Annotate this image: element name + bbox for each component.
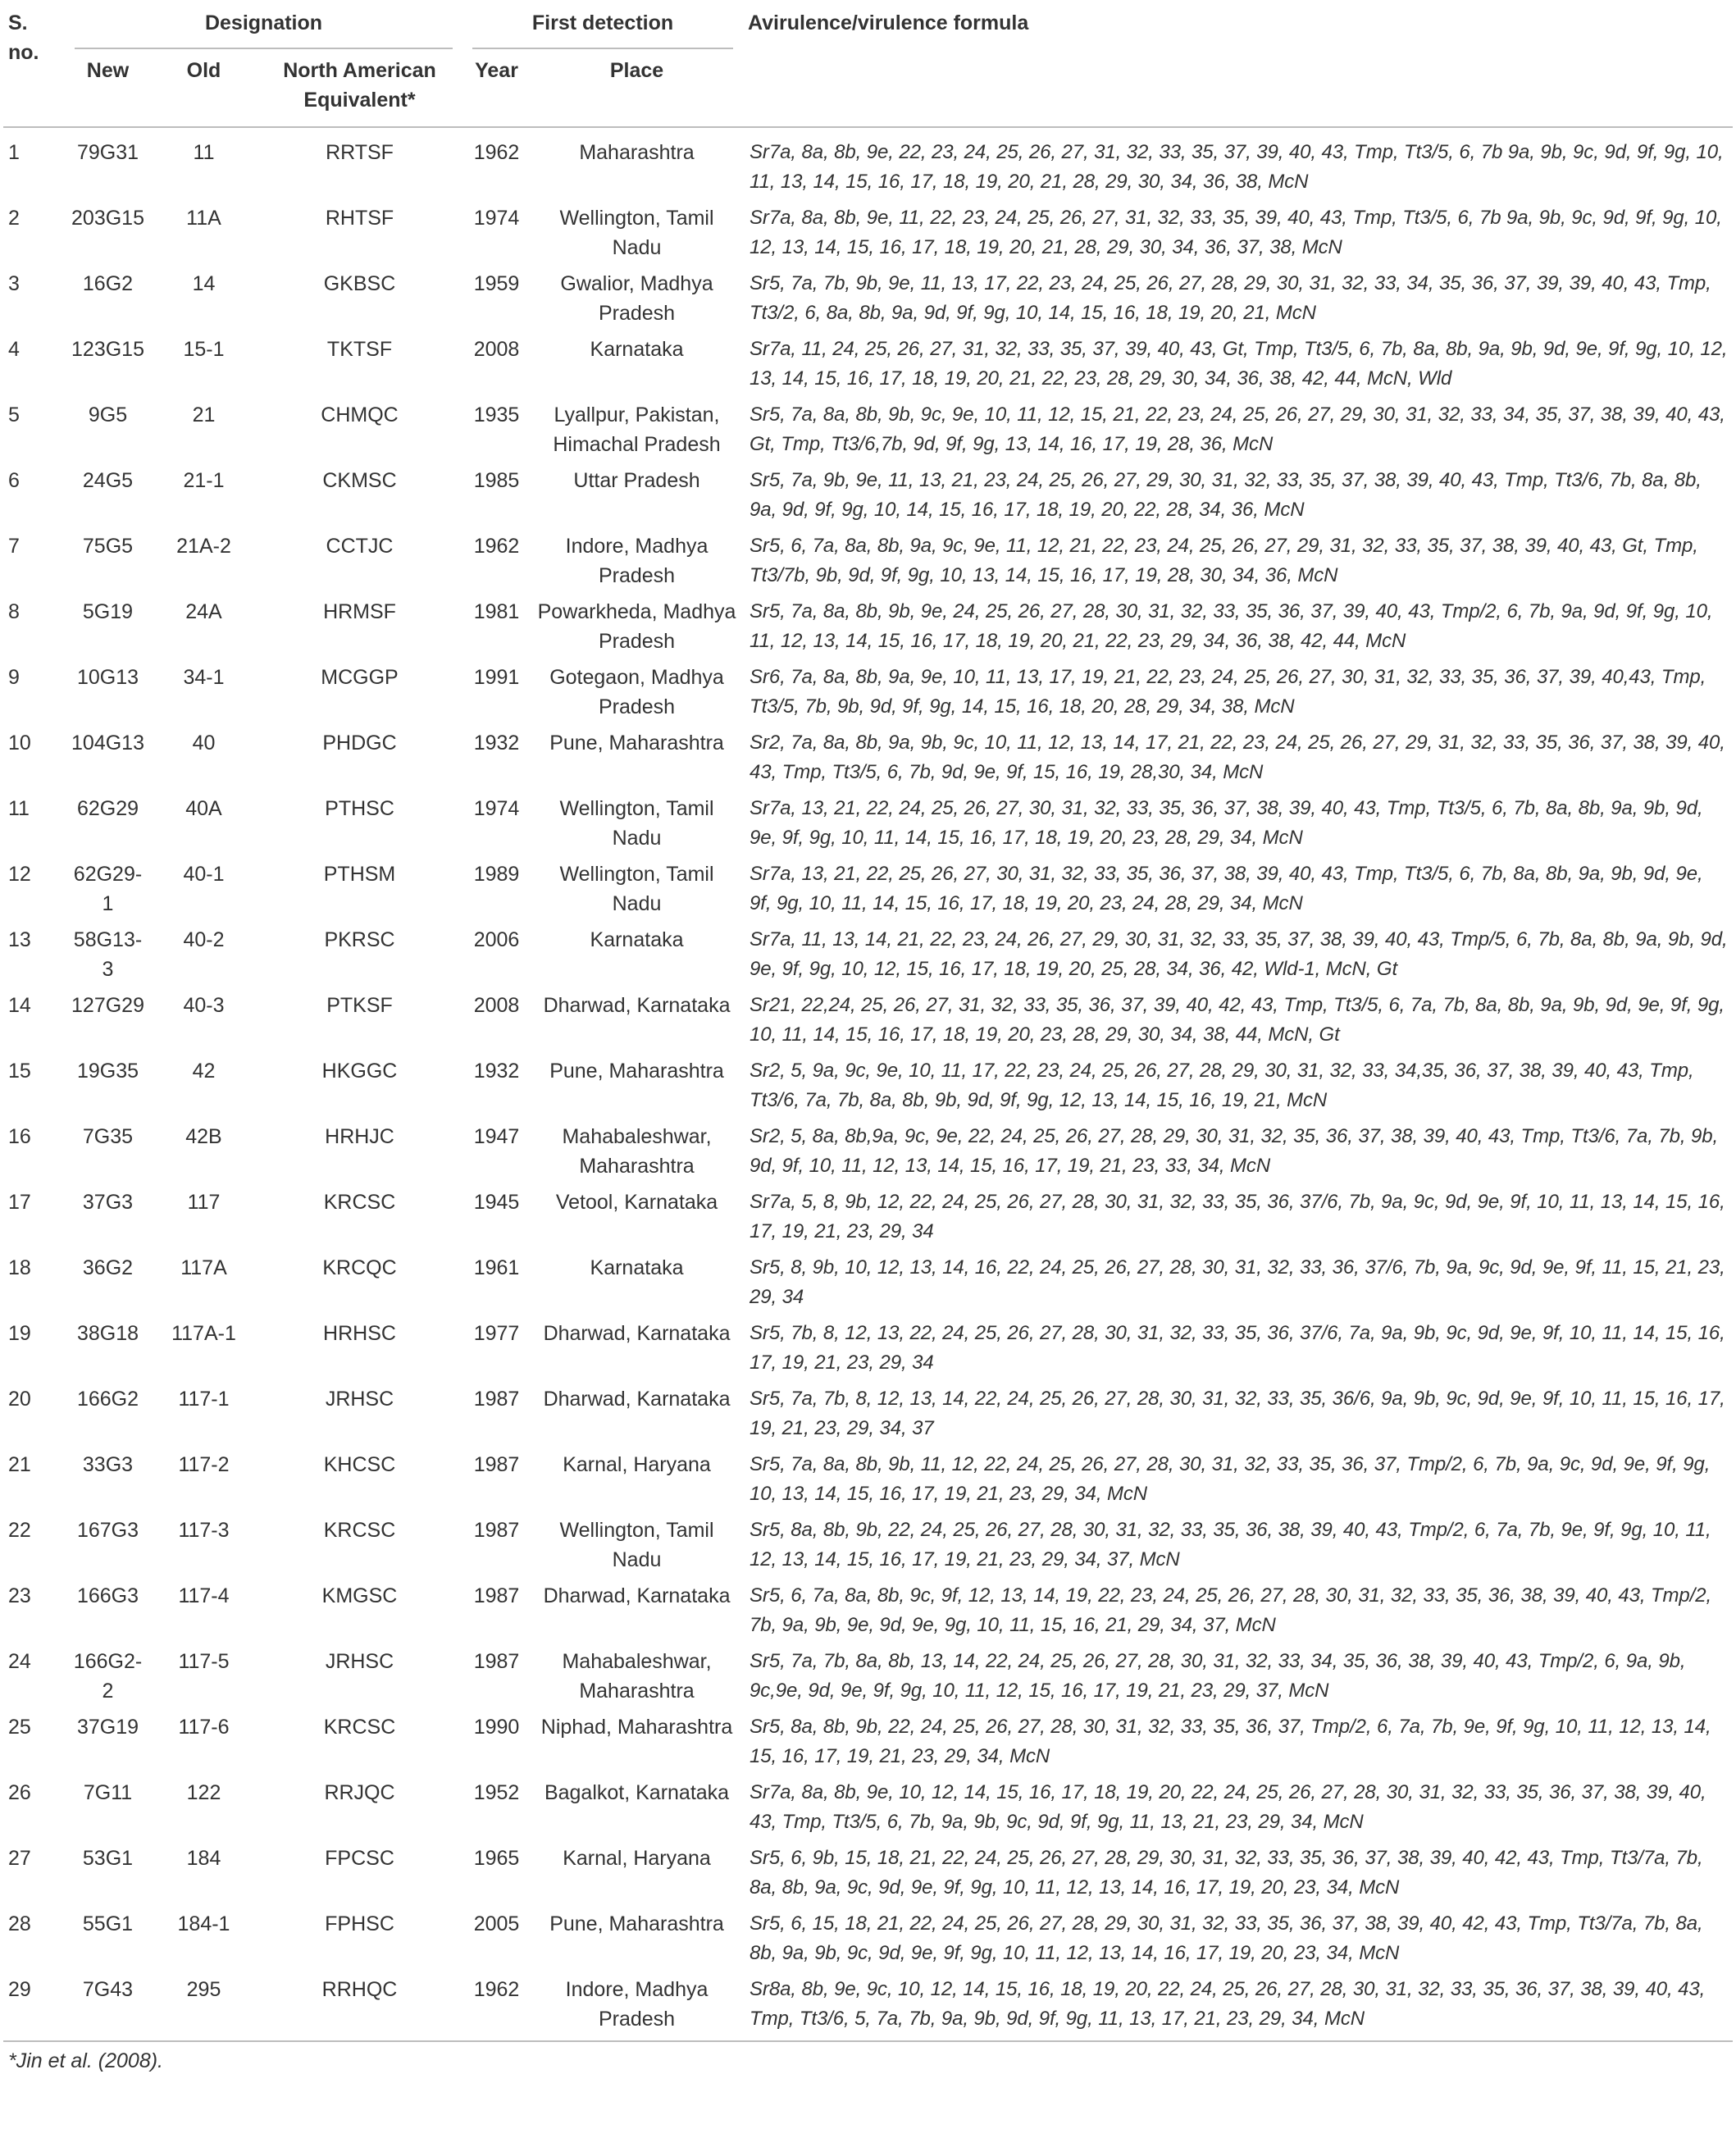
cell-old-designation: 117-4 [178, 1584, 230, 1607]
table-row [3, 1840, 1733, 1906]
cell-old-designation: 42B [185, 1125, 222, 1148]
cell-new-designation: 19G35 [76, 1060, 139, 1083]
cell-old-designation: 11 [193, 141, 215, 164]
cell-north-american-equivalent: RRJQC [324, 1781, 395, 1804]
cell-old-designation: 117-1 [178, 1388, 230, 1411]
cell-formula: Sr2, 5, 8a, 8b,9a, 9c, 9e, 22, 24, 25, 26, 27, 28, 29, 30, 31, 32, 35, 36, 37, 38, 39, 40, 43, Tmp, Tt3/6, 7a, 7b, 9b, 9d, 9f, 10, 11, 12, 13, 14, 15, 16, 17, 19, 21, 23, 33, 34, McN [750, 1125, 1719, 1177]
cell-year: 1935 [473, 403, 520, 426]
table-row [3, 1906, 1733, 1972]
cell-sno: 16 [8, 1125, 31, 1148]
cell-sno: 12 [8, 863, 31, 886]
cell-sno: 14 [8, 994, 31, 1017]
header-designation: Designation [75, 8, 453, 49]
cell-sno: 17 [8, 1191, 31, 1214]
cell-old-designation: 184 [186, 1847, 221, 1870]
cell-new-designation: 62G29-1 [73, 863, 143, 915]
table-row [3, 1119, 1733, 1184]
cell-place: Dharwad, Karnataka [543, 1584, 731, 1607]
cell-old-designation: 40 [192, 732, 216, 754]
header-row-groups [3, 0, 1733, 52]
header-designation-group [65, 0, 462, 52]
cell-year: 1974 [473, 797, 520, 820]
cell-formula: Sr5, 7a, 8a, 8b, 9b, 9c, 9e, 10, 11, 12, 15, 21, 22, 23, 24, 25, 26, 27, 29, 30, 31, 32, 33, 34, 35, 37, 38, 39, 40, 43, Gt, Tmp, Tt3/6,7b, 9d, 9f, 9g, 13, 14, 16, 17, 19, 28, 36, McN [750, 403, 1725, 455]
cell-north-american-equivalent: KRCSC [323, 1191, 396, 1214]
cell-new-designation: 9G5 [88, 403, 128, 426]
cell-sno: 23 [8, 1584, 31, 1607]
header-sno: S. no. [3, 0, 65, 127]
cell-formula: Sr5, 8, 9b, 10, 12, 13, 14, 16, 22, 24, 25, 26, 27, 28, 30, 31, 32, 33, 36, 37/6, 7b, 9a, 9c, 9d, 9e, 9f, 11, 15, 21, 23, 29, 34 [750, 1256, 1725, 1308]
cell-place: Mahabaleshwar, Maharashtra [562, 1650, 712, 1703]
cell-sno: 29 [3, 1972, 65, 2041]
cell-north-american-equivalent: MCGGP [321, 666, 399, 689]
cell-year: 1961 [473, 1256, 520, 1279]
cell-year: 1962 [462, 1972, 531, 2041]
cell-place: Indore, Madhya Pradesh [531, 1972, 743, 2041]
cell-sno: 25 [8, 1716, 31, 1739]
cell-place: Pune, Maharashtra [549, 732, 724, 754]
cell-year: 1945 [473, 1191, 520, 1214]
cell-old-designation: 21A-2 [176, 535, 231, 558]
cell-year: 1959 [473, 272, 520, 295]
cell-sno: 4 [8, 338, 20, 361]
cell-north-american-equivalent: JRHSC [325, 1650, 394, 1673]
cell-north-american-equivalent: RRTSF [326, 141, 394, 164]
cell-formula: Sr5, 8a, 8b, 9b, 22, 24, 25, 26, 27, 28, 30, 31, 32, 33, 35, 36, 37, Tmp/2, 6, 7a, 7b, 9e, 9f, 9g, 10, 11, 12, 13, 14, 15, 16, 17, 19, 21, 23, 29, 34, McN [750, 1716, 1711, 1767]
header-place: Place [531, 52, 743, 127]
cell-year: 2008 [473, 994, 520, 1017]
table-row [3, 1447, 1733, 1512]
cell-formula: Sr5, 7a, 7b, 8, 12, 13, 14, 22, 24, 25, 26, 27, 28, 30, 31, 32, 33, 35, 36/6, 9a, 9b, 9c, 9d, 9e, 9f, 10, 11, 15, 16, 17, 19, 21, 23, 29, 34, 37 [750, 1388, 1725, 1439]
table-row [3, 1709, 1733, 1775]
cell-sno: 6 [8, 469, 20, 492]
cell-place: Karnal, Haryana [563, 1453, 711, 1476]
cell-sno: 8 [8, 600, 20, 623]
cell-place: Mahabaleshwar, Maharashtra [562, 1125, 712, 1178]
header-formula: Avirulence/virulence formula [743, 0, 1733, 127]
cell-formula: Sr2, 5, 9a, 9c, 9e, 10, 11, 17, 22, 23, 24, 25, 26, 27, 28, 29, 30, 31, 32, 33, 34,35, 36, 37, 38, 39, 40, 43, Tmp, Tt3/6, 7a, 7b, 8a, 8b, 9b, 9d, 9f, 9g, 12, 13, 14, 15, 16, 19, 21, McN [750, 1060, 1694, 1111]
cell-place: Karnataka [590, 928, 684, 951]
cell-new-designation: 24G5 [82, 469, 134, 492]
cell-formula: Sr5, 6, 7a, 8a, 8b, 9a, 9c, 9e, 11, 12, 21, 22, 23, 24, 25, 26, 27, 29, 31, 32, 33, 35, 37, 38, 39, 40, 43, Gt, Tmp, Tt3/7b, 9b, 9d, 9f, 9g, 10, 13, 14, 15, 16, 17, 19, 28, 30, 34, 36, McN [750, 535, 1698, 586]
cell-year: 2006 [473, 928, 520, 951]
cell-sno: 24 [8, 1650, 31, 1673]
cell-new-designation: 167G3 [76, 1519, 139, 1542]
cell-formula: Sr5, 7b, 8, 12, 13, 22, 24, 25, 26, 27, 28, 30, 31, 32, 33, 35, 36, 37/6, 7a, 9a, 9b, 9c, 9d, 9e, 9f, 10, 11, 14, 15, 16, 17, 19, 21, 23, 29, 34 [750, 1322, 1725, 1374]
cell-new-designation: 10G13 [76, 666, 139, 689]
table-row [3, 1972, 1733, 2041]
cell-old-designation: 40-1 [183, 863, 225, 886]
cell-year: 1932 [473, 1060, 520, 1083]
table-row [3, 463, 1733, 528]
cell-formula: Sr7a, 11, 13, 14, 21, 22, 23, 24, 26, 27, 29, 30, 31, 32, 33, 35, 37, 38, 39, 40, 43, Tmp/5, 6, 7b, 8a, 8b, 9a, 9b, 9d, 9e, 9f, 9g, 10, 12, 15, 16, 17, 18, 19, 20, 25, 28, 34, 36, 42, Wld-1, McN, Gt [750, 928, 1728, 980]
cell-sno: 9 [8, 666, 20, 689]
cell-north-american-equivalent: HKGGC [321, 1060, 398, 1083]
cell-place: Wellington, Tamil Nadu [559, 797, 714, 850]
race-table [3, 0, 1733, 2042]
cell-old-designation: 295 [151, 1972, 257, 2041]
cell-place: Karnataka [590, 338, 684, 361]
cell-sno: 1 [8, 141, 20, 164]
cell-north-american-equivalent: KRCQC [322, 1256, 397, 1279]
cell-north-american-equivalent: PTKSF [326, 994, 393, 1017]
cell-north-american-equivalent: KRCSC [323, 1519, 396, 1542]
cell-formula: Sr7a, 8a, 8b, 9e, 11, 22, 23, 24, 25, 26, 27, 31, 32, 33, 35, 39, 40, 43, Tmp, Tt3/5, 6, 7b 9a, 9b, 9c, 9d, 9f, 9g, 10, 12, 13, 14, 15, 16, 17, 18, 19, 20, 21, 28, 29, 30, 34, 36, 37, 38, McN [750, 207, 1722, 258]
cell-year: 1987 [473, 1584, 520, 1607]
cell-new-designation: 36G2 [82, 1256, 134, 1279]
table-row [3, 791, 1733, 856]
cell-new-designation: 37G19 [76, 1716, 139, 1739]
cell-old-designation: 117-3 [178, 1519, 230, 1542]
cell-north-american-equivalent: CCTJC [326, 535, 394, 558]
cell-formula: Sr5, 7a, 8a, 8b, 9b, 11, 12, 22, 24, 25, 26, 27, 28, 30, 31, 32, 33, 35, 36, 37, Tmp/2, 6, 7b, 9a, 9c, 9d, 9e, 9f, 9g, 10, 13, 14, 15, 16, 17, 19, 21, 23, 29, 34, McN [750, 1453, 1711, 1505]
cell-new-designation: 62G29 [76, 797, 139, 820]
table-header [3, 0, 1733, 127]
cell-year: 1962 [473, 141, 520, 164]
table-row [3, 1184, 1733, 1250]
cell-year: 1987 [473, 1388, 520, 1411]
table-row [3, 725, 1733, 791]
cell-north-american-equivalent: KRCSC [323, 1716, 396, 1739]
cell-new-designation: 127G29 [71, 994, 144, 1017]
table-row [3, 200, 1733, 266]
table-row [3, 1250, 1733, 1315]
cell-new-designation: 7G11 [83, 1781, 133, 1804]
cell-year: 1991 [473, 666, 520, 689]
cell-formula: Sr21, 22,24, 25, 26, 27, 31, 32, 33, 35, 36, 37, 39, 40, 42, 43, Tmp, Tt3/5, 6, 7a, 7b, 8a, 8b, 9a, 9b, 9d, 9e, 9f, 9g, 10, 11, 14, 15, 16, 17, 18, 19, 20, 23, 28, 29, 30, 34, 38, 44, McN, Gt [750, 994, 1725, 1046]
cell-place: Bagalkot, Karnataka [544, 1781, 730, 1804]
cell-old-designation: 117 [187, 1191, 221, 1214]
cell-place: Karnal, Haryana [563, 1847, 711, 1870]
cell-place: Vetool, Karnataka [555, 1191, 718, 1214]
table-row [3, 987, 1733, 1053]
table-row [3, 397, 1733, 463]
cell-north-american-equivalent: GKBSC [323, 272, 396, 295]
table-row [3, 922, 1733, 987]
cell-north-american-equivalent: PKRSC [324, 928, 395, 951]
cell-formula: Sr7a, 8a, 8b, 9e, 22, 23, 24, 25, 26, 27, 31, 32, 33, 35, 37, 39, 40, 43, Tmp, Tt3/5, 6, 7b 9a, 9b, 9c, 9d, 9f, 9g, 10, 11, 13, 14, 15, 16, 17, 18, 19, 20, 21, 28, 29, 30, 34, 36, 38, McN [750, 141, 1724, 193]
cell-sno: 2 [8, 207, 20, 230]
cell-new-designation: 123G15 [71, 338, 144, 361]
cell-place: Dharwad, Karnataka [543, 1322, 731, 1345]
cell-old-designation: 24A [185, 600, 222, 623]
cell-formula: Sr5, 6, 15, 18, 21, 22, 24, 25, 26, 27, 28, 29, 30, 31, 32, 33, 35, 36, 37, 38, 39, 40, 42, 43, Tmp, Tt3/7a, 7b, 8a, 8b, 9a, 9b, 9c, 9d, 9e, 9f, 9g, 10, 11, 12, 13, 14, 16, 17, 19, 20, 23, 34, McN [750, 1912, 1703, 1964]
cell-sno: 27 [8, 1847, 31, 1870]
cell-old-designation: 184-1 [177, 1912, 230, 1935]
cell-old-designation: 117-5 [178, 1650, 230, 1673]
table-body [3, 127, 1733, 2041]
cell-formula: Sr5, 8a, 8b, 9b, 22, 24, 25, 26, 27, 28, 30, 31, 32, 33, 35, 36, 38, 39, 40, 43, Tmp/2, 6, 7a, 7b, 9e, 9f, 9g, 10, 11, 12, 13, 14, 15, 16, 17, 19, 21, 23, 29, 34, 37, McN [750, 1519, 1711, 1570]
cell-north-american-equivalent: JRHSC [325, 1388, 394, 1411]
cell-north-american-equivalent: PTHSC [325, 797, 394, 820]
cell-old-designation: 40A [185, 797, 222, 820]
cell-old-designation: 117A [180, 1256, 227, 1279]
cell-sno: 28 [8, 1912, 31, 1935]
cell-new-designation: 166G3 [76, 1584, 139, 1607]
cell-place: Karnataka [590, 1256, 684, 1279]
cell-year: 1962 [473, 535, 520, 558]
cell-year: 1981 [473, 600, 520, 623]
cell-place: Wellington, Tamil Nadu [559, 207, 714, 259]
cell-old-designation: 14 [192, 272, 216, 295]
cell-north-american-equivalent: HRHSC [323, 1322, 396, 1345]
cell-sno: 19 [8, 1322, 31, 1345]
cell-formula: Sr5, 6, 9b, 15, 18, 21, 22, 24, 25, 26, 27, 28, 29, 30, 31, 32, 33, 35, 36, 37, 38, 39, 40, 42, 43, Tmp, Tt3/7a, 7b, 8a, 8b, 9a, 9c, 9d, 9e, 9f, 9g, 10, 11, 12, 13, 14, 16, 17, 19, 20, 23, 34, McN [750, 1847, 1703, 1899]
table-row [3, 266, 1733, 331]
cell-place: Lyallpur, Pakistan, Himachal Pradesh [553, 403, 721, 456]
cell-year: 1977 [473, 1322, 520, 1345]
cell-north-american-equivalent: CKMSC [322, 469, 397, 492]
table-row [3, 127, 1733, 200]
cell-sno: 18 [8, 1256, 31, 1279]
cell-new-designation: 166G2-2 [73, 1650, 143, 1703]
cell-formula: Sr5, 7a, 8a, 8b, 9b, 9e, 24, 25, 26, 27, 28, 30, 31, 32, 33, 35, 36, 37, 39, 40, 43, Tmp/2, 6, 7b, 9a, 9d, 9f, 9g, 10, 11, 12, 13, 14, 15, 16, 17, 18, 19, 20, 21, 22, 23, 29, 34, 36, 38, 42, 44, McN [750, 600, 1713, 652]
cell-place: Gwalior, Madhya Pradesh [560, 272, 713, 325]
cell-new-designation: 5G19 [82, 600, 134, 623]
header-year: Year [462, 52, 531, 127]
cell-old-designation: 34-1 [183, 666, 225, 689]
cell-year: 1987 [473, 1519, 520, 1542]
table-row [3, 1512, 1733, 1578]
cell-place: Indore, Madhya Pradesh [565, 535, 709, 587]
header-first-detection: First detection [472, 8, 733, 49]
cell-north-american-equivalent: PTHSM [323, 863, 396, 886]
cell-formula: Sr6, 7a, 8a, 8b, 9a, 9e, 10, 11, 13, 17, 19, 21, 22, 23, 24, 25, 26, 27, 30, 31, 32, 33, 35, 36, 37, 39, 40,43, Tmp, Tt3/5, 7b, 9b, 9d, 9f, 9g, 14, 15, 16, 18, 20, 28, 29, 34, 38, McN [750, 666, 1706, 718]
cell-formula: Sr7a, 13, 21, 22, 25, 26, 27, 30, 31, 32, 33, 35, 36, 37, 38, 39, 40, 43, Tmp, Tt3/5, 6, 7b, 8a, 8b, 9a, 9b, 9d, 9e, 9f, 9g, 10, 11, 14, 15, 16, 17, 18, 19, 20, 23, 24, 28, 29, 34, McN [750, 863, 1703, 914]
cell-sno: 3 [8, 272, 20, 295]
table-row [3, 1578, 1733, 1643]
cell-sno: 26 [8, 1781, 31, 1804]
cell-year: 1987 [473, 1650, 520, 1673]
table-row [3, 856, 1733, 922]
cell-year: 1965 [473, 1847, 520, 1870]
cell-place: Maharashtra [579, 141, 695, 164]
cell-year: 1947 [473, 1125, 520, 1148]
cell-sno: 13 [8, 928, 31, 951]
cell-new-designation: 33G3 [82, 1453, 134, 1476]
cell-new-designation: 38G18 [76, 1322, 139, 1345]
cell-sno: 21 [8, 1453, 31, 1476]
cell-old-designation: 117-2 [178, 1453, 230, 1476]
cell-north-american-equivalent: PHDGC [322, 732, 397, 754]
cell-north-american-equivalent: FPCSC [325, 1847, 394, 1870]
cell-new-designation: 7G35 [82, 1125, 134, 1148]
cell-old-designation: 42 [192, 1060, 216, 1083]
cell-sno: 15 [8, 1060, 31, 1083]
header-old: Old [151, 52, 257, 127]
cell-sno: 10 [8, 732, 31, 754]
cell-old-designation: 15-1 [183, 338, 225, 361]
cell-place: Niphad, Maharashtra [540, 1716, 733, 1739]
header-new: New [65, 52, 151, 127]
cell-new-designation: 104G13 [71, 732, 144, 754]
cell-old-designation: 21 [192, 403, 216, 426]
cell-year: 1987 [473, 1453, 520, 1476]
cell-place: Powarkheda, Madhya Pradesh [537, 600, 736, 653]
cell-year: 1985 [473, 469, 520, 492]
cell-sno: 5 [8, 403, 20, 426]
table-row [3, 1643, 1733, 1709]
cell-formula: Sr2, 7a, 8a, 8b, 9a, 9b, 9c, 10, 11, 12, 13, 14, 17, 21, 22, 23, 24, 25, 26, 27, 29, 31, 32, 33, 35, 36, 37, 38, 39, 40, 43, Tmp, Tt3/5, 6, 7b, 9d, 9e, 9f, 15, 16, 19, 28,30, 34, McN [750, 732, 1725, 783]
table-row [3, 594, 1733, 659]
cell-formula: Sr5, 7a, 7b, 8a, 8b, 13, 14, 22, 24, 25, 26, 27, 28, 30, 31, 32, 33, 34, 35, 36, 38, 39, 40, 43, Tmp/2, 6, 9a, 9b, 9c,9e, 9d, 9e, 9f, 9g, 10, 11, 12, 15, 16, 17, 19, 21, 23, 29, 37, McN [750, 1650, 1686, 1702]
cell-old-designation: 21-1 [183, 469, 225, 492]
cell-place: Wellington, Tamil Nadu [559, 1519, 714, 1571]
cell-new-designation: 203G15 [71, 207, 144, 230]
cell-new-designation: 55G1 [82, 1912, 134, 1935]
cell-year: 1974 [473, 207, 520, 230]
cell-north-american-equivalent: TKTSF [326, 338, 393, 361]
table-footnote: *Jin et al. (2008). [8, 2049, 163, 2072]
cell-year: 1952 [473, 1781, 520, 1804]
cell-year: 1990 [473, 1716, 520, 1739]
cell-formula: Sr5, 7a, 9b, 9e, 11, 13, 21, 23, 24, 25, 26, 27, 29, 30, 31, 32, 33, 35, 37, 38, 39, 40, 43, Tmp, Tt3/6, 7b, 8a, 8b, 9a, 9d, 9f, 9g, 10, 14, 15, 16, 17, 18, 19, 20, 22, 28, 34, 36, McN [750, 469, 1702, 521]
cell-year: 1932 [473, 732, 520, 754]
table-row [3, 1315, 1733, 1381]
table-row [3, 1775, 1733, 1840]
table-row [3, 331, 1733, 397]
cell-north-american-equivalent: FPHSC [325, 1912, 394, 1935]
cell-north-american-equivalent: RRHQC [257, 1972, 462, 2041]
cell-new-designation: 58G13-3 [73, 928, 143, 981]
cell-year: 1989 [473, 863, 520, 886]
cell-north-american-equivalent: KMGSC [321, 1584, 398, 1607]
cell-formula: Sr7a, 11, 24, 25, 26, 27, 31, 32, 33, 35, 37, 39, 40, 43, Gt, Tmp, Tt3/5, 6, 7b, 8a, 8b, 9a, 9b, 9d, 9e, 9f, 9g, 10, 12, 13, 14, 15, 16, 17, 18, 19, 20, 21, 22, 23, 28, 29, 30, 34, 36, 38, 42, 44, McN, Wld [750, 338, 1728, 390]
cell-sno: 11 [8, 797, 30, 820]
cell-place: Pune, Maharashtra [549, 1912, 724, 1935]
cell-sno: 22 [8, 1519, 31, 1542]
table-row [3, 659, 1733, 725]
cell-sno: 20 [8, 1388, 31, 1411]
cell-old-designation: 40-3 [183, 994, 225, 1017]
cell-formula: Sr5, 7a, 7b, 9b, 9e, 11, 13, 17, 22, 23, 24, 25, 26, 27, 28, 29, 30, 31, 32, 33, 34, 35, 36, 37, 39, 39, 40, 43, Tmp, Tt3/2, 6, 8a, 8b, 9a, 9d, 9f, 9g, 10, 14, 15, 16, 18, 19, 20, 21, McN [750, 272, 1711, 324]
cell-year: 2008 [473, 338, 520, 361]
table-row [3, 528, 1733, 594]
header-first-detection-group [462, 0, 743, 52]
cell-new-designation: 53G1 [82, 1847, 134, 1870]
cell-old-designation: 40-2 [183, 928, 225, 951]
cell-old-designation: 11A [186, 207, 221, 230]
cell-new-designation: 37G3 [82, 1191, 134, 1214]
cell-place: Gotegaon, Madhya Pradesh [549, 666, 724, 718]
cell-north-american-equivalent: HRHJC [325, 1125, 394, 1148]
cell-place: Dharwad, Karnataka [543, 1388, 731, 1411]
cell-north-american-equivalent: CHMQC [321, 403, 399, 426]
cell-new-designation: 7G43 [65, 1972, 151, 2041]
cell-formula: Sr5, 6, 7a, 8a, 8b, 9c, 9f, 12, 13, 14, 19, 22, 23, 24, 25, 26, 27, 28, 30, 31, 32, 33, 35, 36, 38, 39, 40, 43, Tmp/2, 7b, 9a, 9b, 9e, 9d, 9e, 9g, 10, 11, 15, 16, 21, 29, 34, 37, McN [750, 1584, 1712, 1636]
header-north-american-equivalent: North American Equivalent* [257, 52, 462, 127]
cell-place: Pune, Maharashtra [549, 1060, 724, 1083]
cell-place: Uttar Pradesh [573, 469, 700, 492]
cell-new-designation: 75G5 [82, 535, 134, 558]
cell-new-designation: 79G31 [76, 141, 139, 164]
cell-old-designation: 117-6 [178, 1716, 230, 1739]
cell-sno: 7 [8, 535, 20, 558]
cell-year: 2005 [473, 1912, 520, 1935]
cell-formula: Sr7a, 13, 21, 22, 24, 25, 26, 27, 30, 31, 32, 33, 35, 36, 37, 38, 39, 40, 43, Tmp, Tt3/5, 6, 7b, 8a, 8b, 9a, 9b, 9d, 9e, 9f, 9g, 10, 11, 14, 15, 16, 17, 18, 19, 20, 23, 28, 29, 34, McN [750, 797, 1703, 849]
cell-north-american-equivalent: HRMSF [323, 600, 396, 623]
cell-formula: Sr8a, 8b, 9e, 9c, 10, 12, 14, 15, 16, 18, 19, 20, 22, 24, 25, 26, 27, 28, 30, 31, 32, 33, 35, 36, 37, 38, 39, 40, 43, Tmp, Tt3/6, 5, 7a, 7b, 9a, 9b, 9d, 9f, 9g, 11, 13, 17, 21, 23, 29, 34, McN [743, 1972, 1733, 2041]
cell-formula: Sr7a, 8a, 8b, 9e, 10, 12, 14, 15, 16, 17, 18, 19, 20, 22, 24, 25, 26, 27, 28, 30, 31, 32, 33, 35, 36, 37, 38, 39, 40, 43, Tmp, Tt3/5, 6, 7b, 9a, 9b, 9c, 9d, 9f, 9g, 11, 13, 21, 23, 29, 34, McN [750, 1781, 1706, 1833]
cell-north-american-equivalent: KHCSC [323, 1453, 396, 1476]
cell-new-designation: 16G2 [82, 272, 134, 295]
cell-north-american-equivalent: RHTSF [325, 207, 394, 230]
cell-new-designation: 166G2 [76, 1388, 139, 1411]
cell-old-designation: 122 [186, 1781, 221, 1804]
table-row [3, 1053, 1733, 1119]
table-row [3, 1381, 1733, 1447]
cell-place: Wellington, Tamil Nadu [559, 863, 714, 915]
cell-place: Dharwad, Karnataka [543, 994, 731, 1017]
cell-formula: Sr7a, 5, 8, 9b, 12, 22, 24, 25, 26, 27, 28, 30, 31, 32, 33, 35, 36, 37/6, 7b, 9a, 9c, 9d, 9e, 9f, 10, 11, 13, 14, 15, 16, 17, 19, 21, 23, 29, 34 [750, 1191, 1725, 1242]
cell-old-designation: 117A-1 [171, 1322, 236, 1345]
